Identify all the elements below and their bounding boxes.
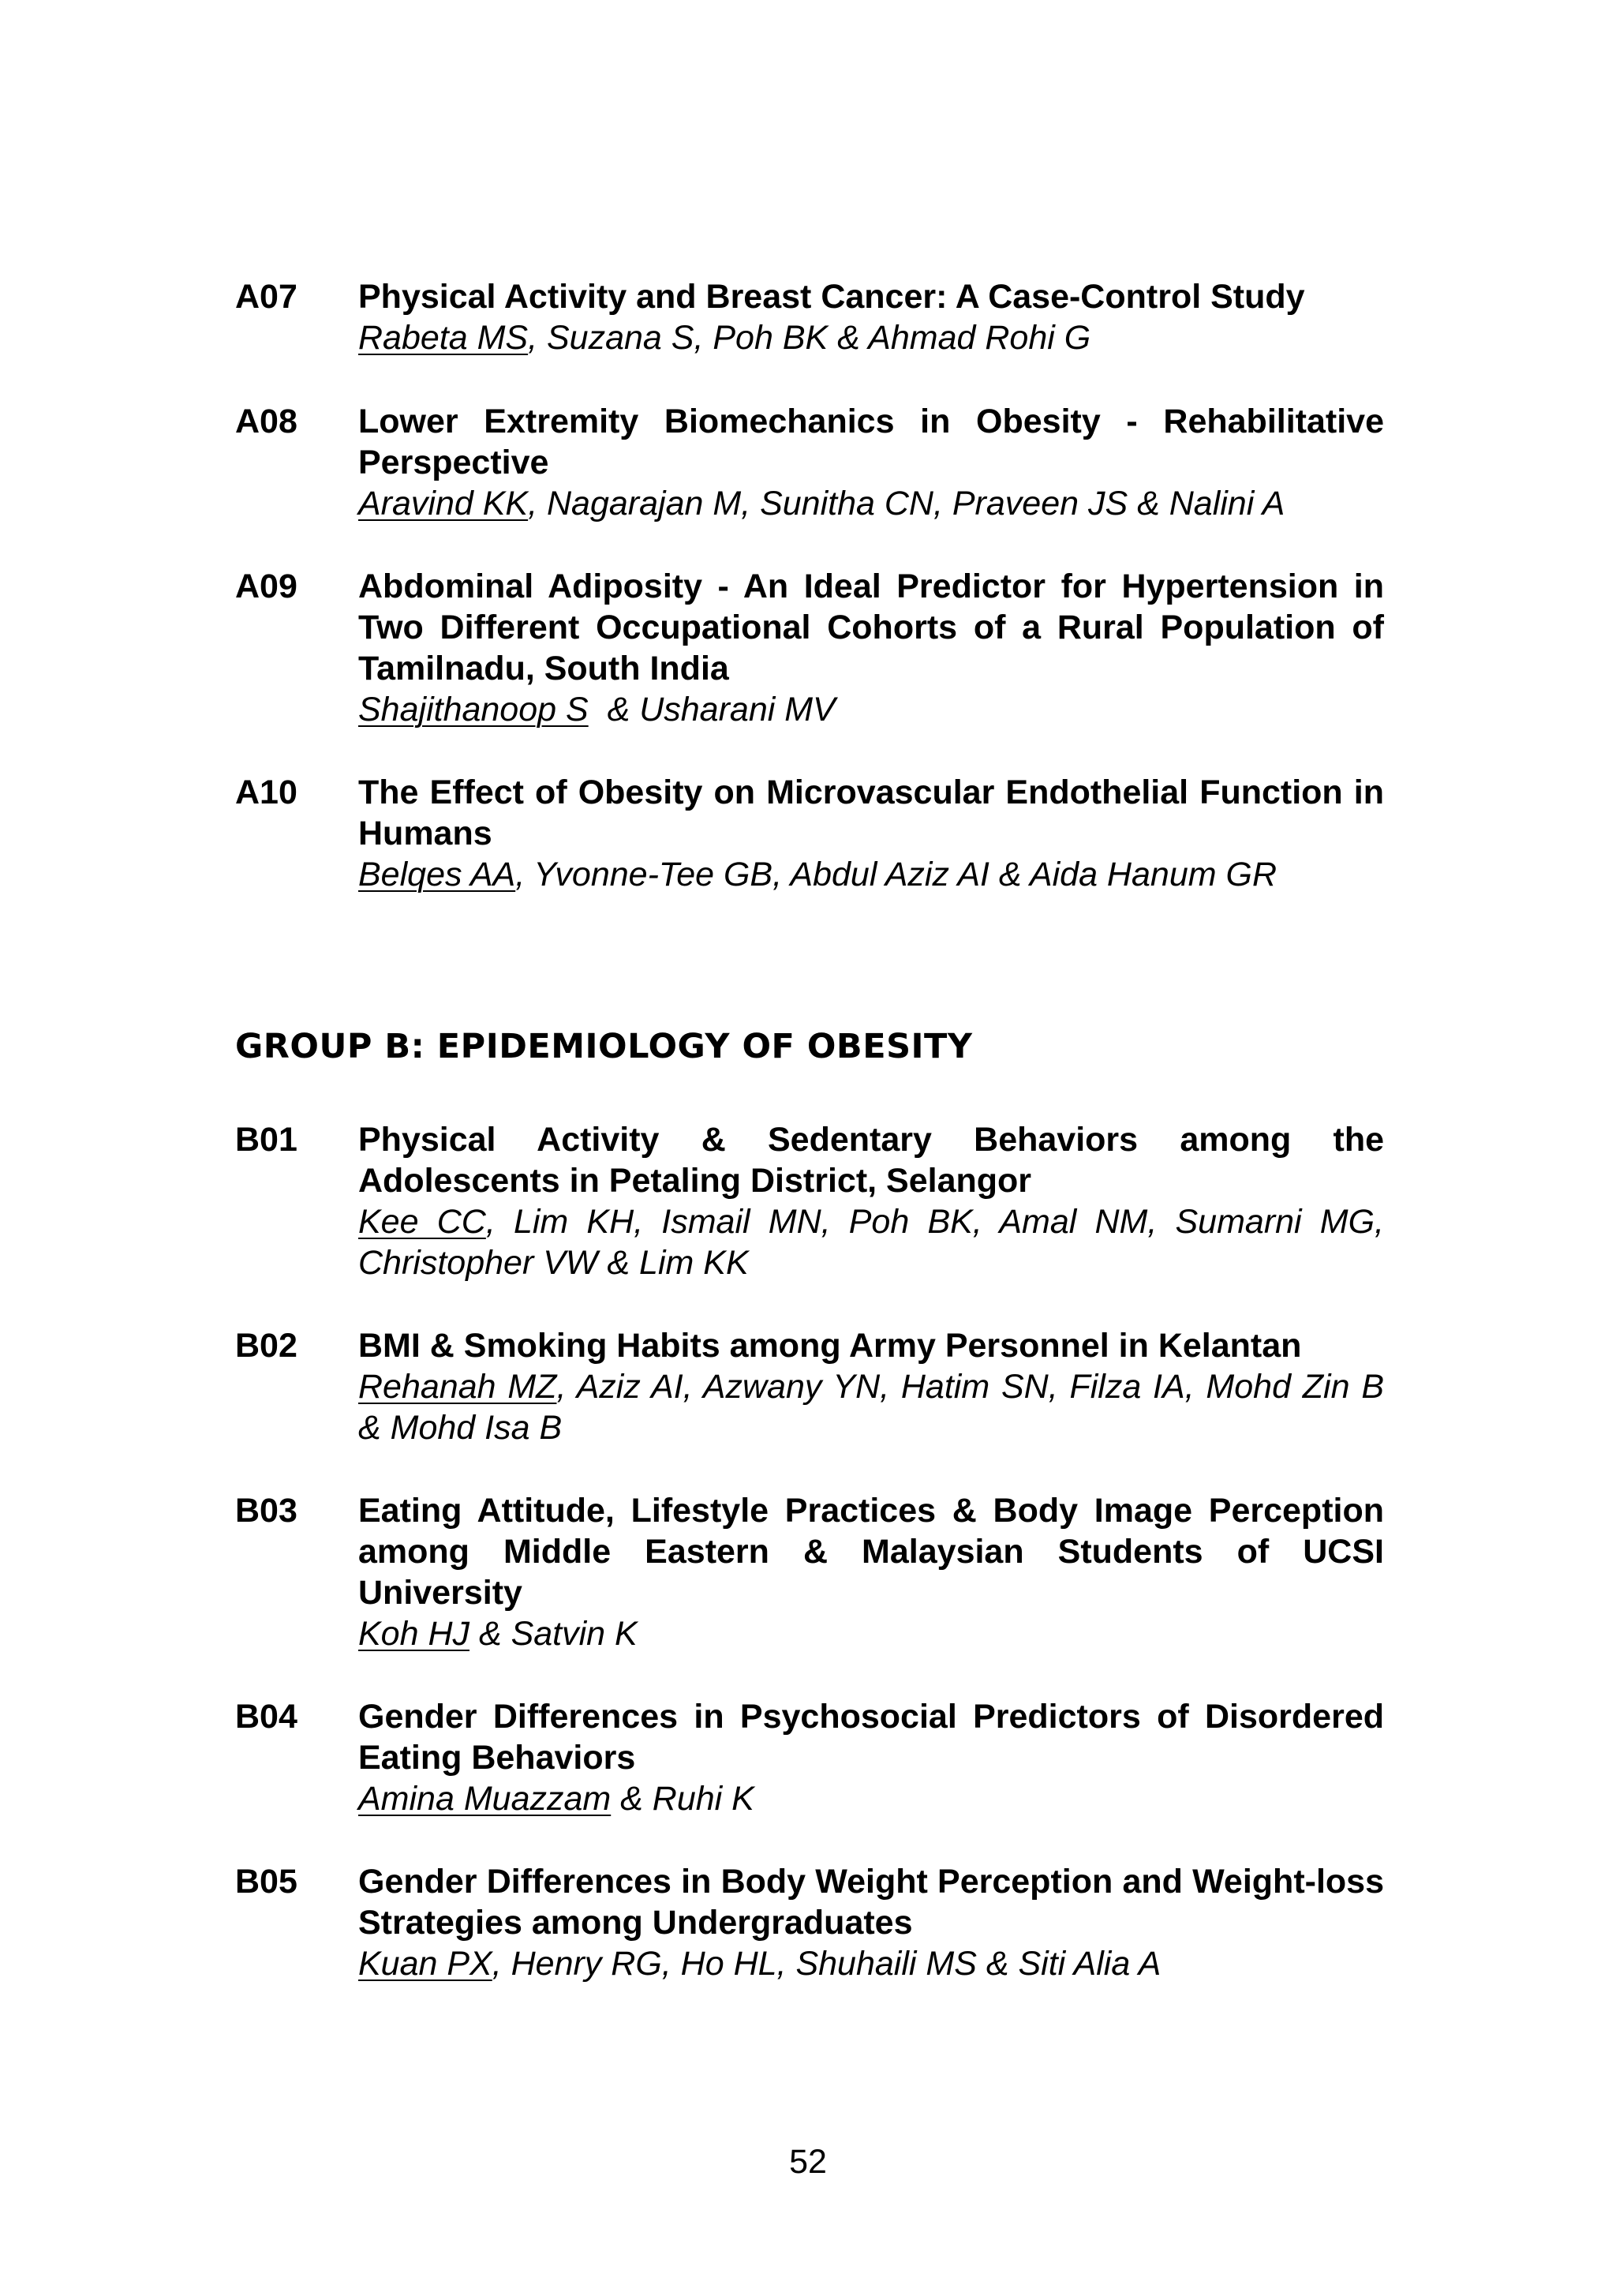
page-number: 52 [789, 2143, 827, 2181]
abstract-title: Gender Differences in Body Weight Perception and Weight-loss Strategies among Undergraduates [358, 1863, 1384, 1942]
presenting-author: Shajithanoop S [358, 691, 589, 729]
abstract-authors [358, 1366, 1384, 1448]
abstract-entry-a07 [235, 276, 1387, 358]
presenting-author: Belqes AA [358, 856, 516, 893]
abstract-authors [358, 317, 1384, 358]
abstract-authors [358, 854, 1384, 895]
abstract-title: Physical Activity & Sedentary Behaviors among the Adolescents in Petaling District, Selangor [358, 1121, 1384, 1200]
abstract-code: A07 [235, 278, 297, 316]
abstract-title: Abdominal Adiposity - An Ideal Predictor for Hypertension in Two Different Occupational Cohorts of a Rural Population of Tamilnadu, South India [358, 567, 1384, 687]
abstract-authors [358, 689, 1384, 730]
abstract-code: B01 [235, 1121, 297, 1159]
abstract-title: BMI & Smoking Habits among Army Personnel in Kelantan [358, 1327, 1302, 1365]
presenting-author: Aravind KK [358, 485, 529, 522]
abstract-authors [358, 1613, 1384, 1654]
section-heading: GROUP B: EPIDEMIOLOGY OF OBESITY [235, 1027, 973, 1066]
abstract-title: Lower Extremity Biomechanics in Obesity - Rehabilitative Perspective [358, 403, 1384, 481]
abstract-code: B03 [235, 1492, 297, 1530]
abstract-authors [358, 483, 1384, 524]
abstract-code: B02 [235, 1327, 297, 1365]
presenting-author: Rabeta MS [358, 319, 529, 357]
abstract-entry-b01 [235, 1119, 1387, 1283]
abstract-entry-b02 [235, 1325, 1387, 1448]
abstract-code: A08 [235, 403, 297, 440]
co-authors: , Yvonne-Tee GB, Abdul Aziz AI & Aida Hanum GR [515, 856, 1277, 893]
abstract-code: A10 [235, 773, 297, 811]
abstract-title: The Effect of Obesity on Microvascular Endothelial Function in Humans [358, 773, 1384, 852]
co-authors: , Henry RG, Ho HL, Shuhaili MS & Siti Alia A [492, 1945, 1162, 1983]
presenting-author: Koh HJ [358, 1615, 470, 1653]
co-authors: & Ruhi K [611, 1780, 754, 1818]
abstract-entry-a10 [235, 772, 1387, 895]
abstract-entry-b04 [235, 1696, 1387, 1819]
abstract-entry-b05 [235, 1861, 1387, 1984]
presenting-author: Amina Muazzam [358, 1780, 612, 1818]
co-authors: & Usharani MV [588, 691, 836, 729]
presenting-author: Kuan PX [358, 1945, 492, 1983]
abstract-code: B04 [235, 1698, 297, 1736]
abstract-title: Eating Attitude, Lifestyle Practices & Body Image Perception among Middle Eastern & Malaysian Students of UCSI University [358, 1492, 1384, 1612]
abstract-entry-a09 [235, 566, 1387, 730]
co-authors: , Lim KH, Ismail MN, Poh BK, Amal NM, Sumarni MG, Christopher VW & Lim KK [358, 1203, 1384, 1282]
co-authors: , Nagarajan M, Sunitha CN, Praveen JS & Nalini A [528, 485, 1285, 522]
presenting-author: Rehanah MZ [358, 1368, 557, 1406]
presenting-author: Kee CC [358, 1203, 486, 1241]
abstract-authors [358, 1201, 1384, 1283]
abstract-title: Physical Activity and Breast Cancer: A Case-Control Study [358, 278, 1305, 316]
abstract-code: A09 [235, 567, 297, 605]
abstract-title: Gender Differences in Psychosocial Predictors of Disordered Eating Behaviors [358, 1698, 1384, 1777]
co-authors: , Suzana S, Poh BK & Ahmad Rohi G [528, 319, 1091, 357]
co-authors: , Aziz AI, Azwany YN, Hatim SN, Filza IA, Mohd Zin B & Mohd Isa B [358, 1368, 1385, 1447]
abstract-entry-a08 [235, 401, 1387, 524]
abstract-authors [358, 1943, 1384, 1984]
abstract-authors [358, 1778, 1384, 1819]
co-authors: & Satvin K [469, 1615, 638, 1653]
abstract-entry-b03 [235, 1490, 1387, 1654]
abstract-code: B05 [235, 1863, 297, 1901]
